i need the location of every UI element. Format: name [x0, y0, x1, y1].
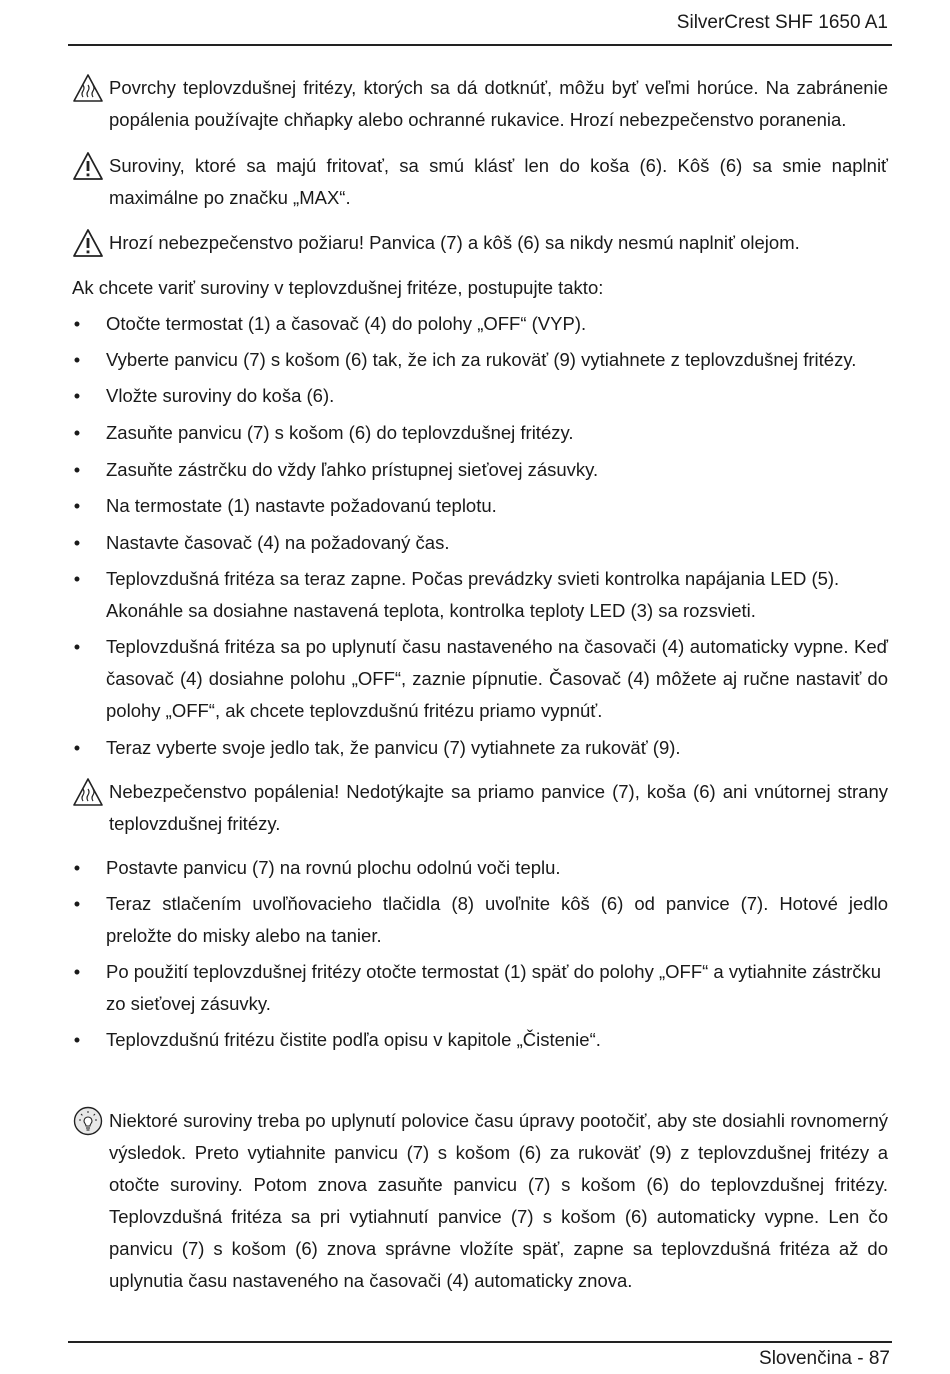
- bullet-icon: •: [73, 459, 81, 480]
- list-item: [72, 1024, 888, 1056]
- warning-burn: [72, 776, 888, 840]
- footer-separator: -: [851, 1348, 869, 1369]
- bullet-icon: •: [73, 495, 81, 516]
- tip-note: [72, 1105, 888, 1297]
- bullet-icon: •: [73, 636, 81, 657]
- list-item: [72, 344, 888, 376]
- bullet-icon: •: [73, 961, 81, 982]
- list-item-text: Zasuňte zástrčku do vždy ľahko prístupnej sieťovej zásuvky.: [106, 459, 599, 480]
- tip-text: Niektoré suroviny treba po uplynutí polovice času úpravy pootočiť, aby ste dosiahli rovnomerný výsledok. Preto vytiahnite panvicu (7) s košom (6) za rukoväť (9) z teplovzdušnej fritézy a otočte suroviny. Potom znova zasuňte panvicu (7) s košom (6) do teplovzdušnej fritézy. Teplovzdušná fritéza sa pri vytiahnutí panvice (7) s košom (6) automaticky vypne. Len čo panvicu (7) s košom (6) znova správne vložíte späť, zapne sa teplovzdušná fritéza až do uplynutia času nastaveného na časovači (4) automaticky znova.: [109, 1110, 888, 1291]
- list-item: [72, 956, 888, 1020]
- list-item: [72, 563, 888, 627]
- list-item: [72, 527, 888, 559]
- list-item: [72, 888, 888, 952]
- list-item-text: Teraz stlačením uvoľňovacieho tlačidla (8) uvoľnite kôš (6) od panvice (7). Hotové jedlo preložte do misky alebo na tanier.: [106, 893, 888, 946]
- warning-icon: [72, 151, 104, 181]
- list-item-text: Teplovzdušná fritéza sa po uplynutí času nastaveného na časovači (4) automaticky vypne. Keď časovač (4) dosiahne polohu „OFF“, zaznie pípnutie. Časovač (4) môžete aj ručne nastaviť do polohy „OFF“, ak chcete teplovzdušnú fritézu priamo vypnúť.: [106, 636, 888, 721]
- list-item-text: Teplovzdušná fritéza sa teraz zapne. Počas prevádzky svieti kontrolka napájania LED (5). Akonáhle sa dosiahne nastavená teplota, kontrolka teploty LED (3) sa rozsvieti.: [106, 568, 840, 621]
- list-item: [72, 380, 888, 412]
- list-item-text: Nastavte časovač (4) na požadovaný čas.: [106, 532, 450, 553]
- list-item: [72, 490, 888, 522]
- footer-rule: [68, 1341, 892, 1343]
- warning-max-fill: [72, 150, 888, 214]
- page-number: 87: [868, 1348, 890, 1369]
- list-item-text: Postavte panvicu (7) na rovnú plochu odolnú voči teplu.: [106, 857, 561, 878]
- warning-text: Hrozí nebezpečenstvo požiaru! Panvica (7) a kôš (6) sa nikdy nesmú naplniť olejom.: [109, 232, 800, 253]
- list-item: [72, 454, 888, 486]
- warning-icon: [72, 228, 104, 258]
- warning-text: Suroviny, ktoré sa majú fritovať, sa smú klásť len do koša (6). Kôš (6) sa smie naplniť maximálne po značku „MAX“.: [109, 155, 888, 208]
- warning-fire: [72, 227, 888, 259]
- list-item-text: Zasuňte panvicu (7) s košom (6) do teplovzdušnej fritézy.: [106, 422, 574, 443]
- bullet-icon: •: [73, 313, 81, 334]
- page-footer: [759, 1348, 890, 1370]
- document-header-title: SilverCrest SHF 1650 A1: [676, 12, 888, 33]
- bullet-icon: •: [73, 385, 81, 406]
- bullet-icon: •: [73, 568, 81, 589]
- list-item: [72, 631, 888, 727]
- bullet-icon: •: [73, 1029, 81, 1050]
- bullet-icon: •: [73, 532, 81, 553]
- bullet-icon: •: [73, 349, 81, 370]
- hot-surface-icon: [72, 73, 104, 103]
- list-item-text: Teplovzdušnú fritézu čistite podľa opisu v kapitole „Čistenie“.: [106, 1029, 601, 1050]
- bullet-icon: •: [73, 857, 81, 878]
- list-item: [72, 732, 888, 764]
- warning-text: Povrchy teplovzdušnej fritézy, ktorých sa dá dotknúť, môžu byť veľmi horúce. Na zabránenie popálenia používajte chňapky alebo ochranné rukavice. Hrozí nebezpečenstvo poranenia.: [109, 77, 888, 130]
- footer-language: Slovenčina: [759, 1348, 852, 1369]
- list-item-text: Po použití teplovzdušnej fritézy otočte termostat (1) späť do polohy „OFF“ a vytiahnite zástrčku zo sieťovej zásuvky.: [106, 961, 882, 1014]
- header-rule: [68, 44, 892, 46]
- list-item-text: Otočte termostat (1) a časovač (4) do polohy „OFF“ (VYP).: [106, 313, 587, 334]
- list-item-text: Teraz vyberte svoje jedlo tak, že panvicu (7) vytiahnete za rukoväť (9).: [106, 737, 681, 758]
- list-item-text: Vložte suroviny do koša (6).: [106, 385, 335, 406]
- bullet-icon: •: [73, 893, 81, 914]
- hot-surface-icon: [72, 777, 104, 807]
- bullet-icon: •: [73, 737, 81, 758]
- list-item-text: Na termostate (1) nastavte požadovanú teplotu.: [106, 495, 497, 516]
- list-item-text: Vyberte panvicu (7) s košom (6) tak, že ich za rukoväť (9) vytiahnete z teplovzdušnej fritézy.: [106, 349, 857, 370]
- list-item: [72, 308, 888, 340]
- list-item: [72, 852, 888, 884]
- lightbulb-tip-icon: [72, 1106, 104, 1136]
- bullet-icon: •: [73, 422, 81, 443]
- intro-paragraph: Ak chcete variť suroviny v teplovzdušnej fritéze, postupujte takto:: [72, 277, 604, 298]
- list-item: [72, 417, 888, 449]
- warning-hot-surface: [72, 72, 888, 136]
- warning-text: Nebezpečenstvo popálenia! Nedotýkajte sa priamo panvice (7), koša (6) ani vnútornej strany teplovzdušnej fritézy.: [109, 781, 888, 834]
